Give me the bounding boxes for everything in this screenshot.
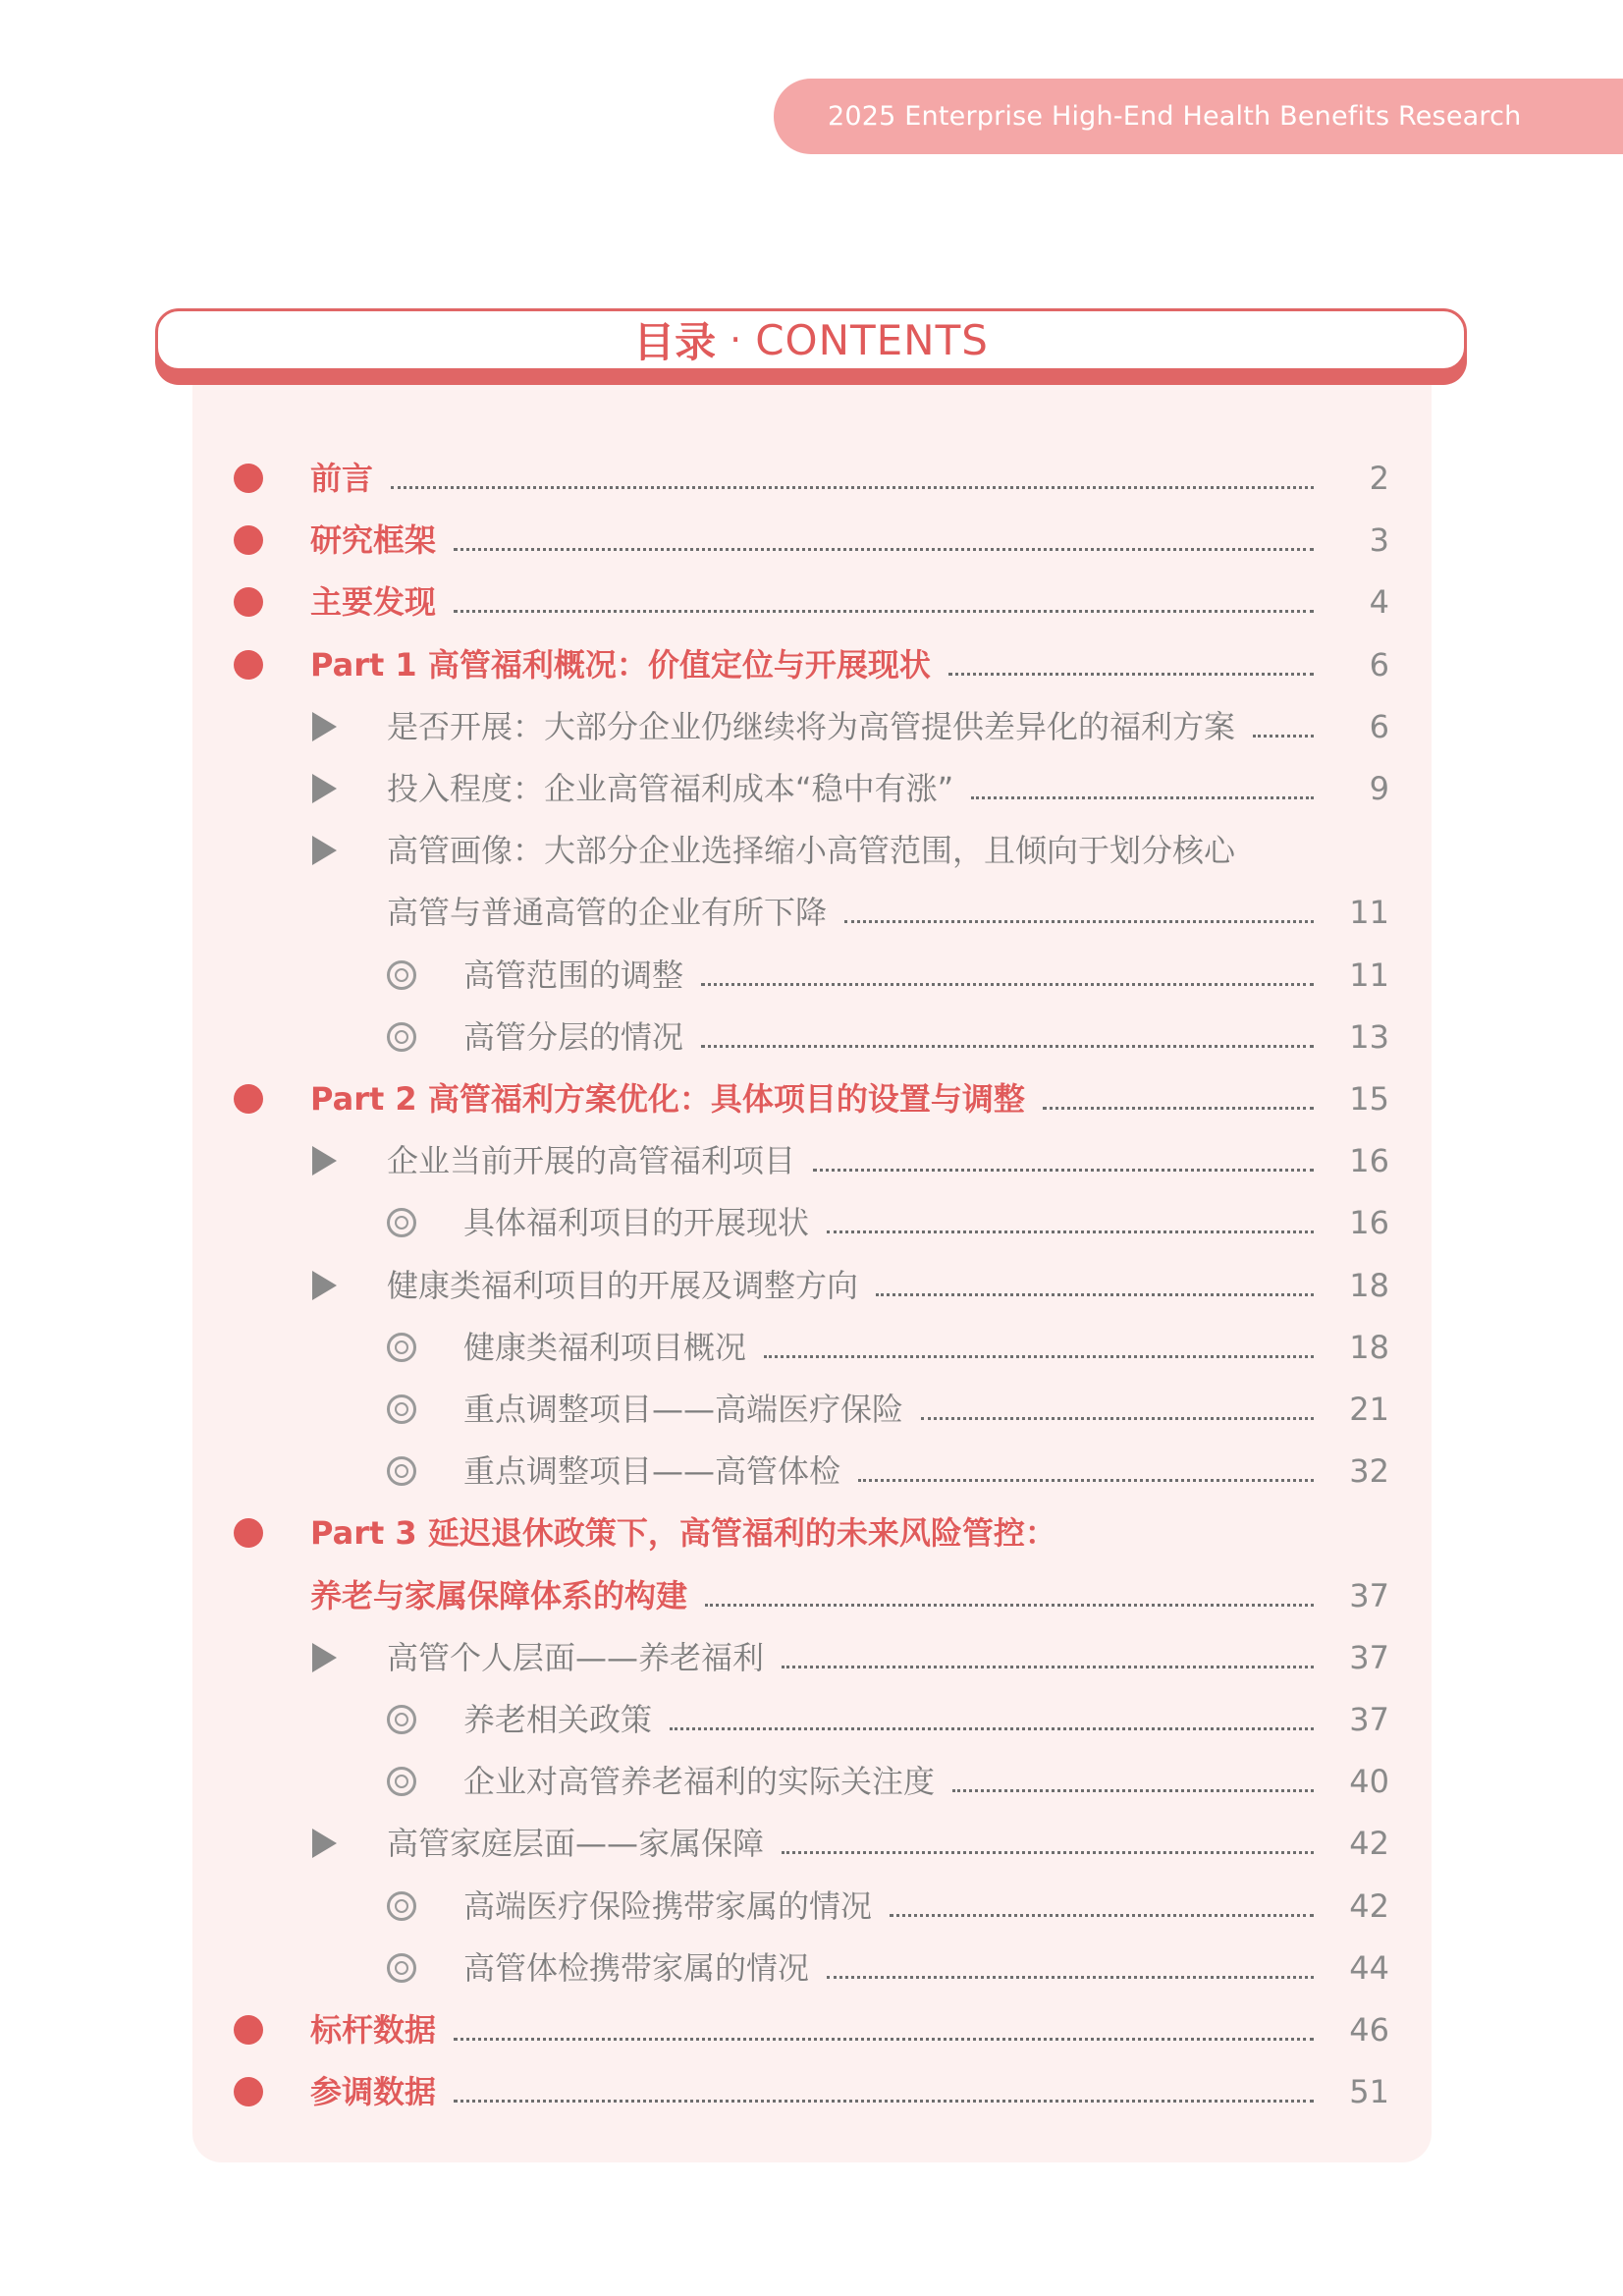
toc-page-number: 9: [1369, 770, 1389, 807]
toc-entry[interactable]: [0, 511, 1623, 570]
toc-entry-title: 企业当前开展的高管福利项目: [387, 1142, 796, 1179]
double-ring-icon: [387, 1877, 416, 1936]
toc-dot-leader: [971, 796, 1314, 799]
toc-entry-title: Part 3 延迟退休政策下，高管福利的未来风险管控：: [310, 1514, 1056, 1552]
toc-page-number: 16: [1349, 1204, 1389, 1241]
toc-dot-leader: [948, 673, 1314, 676]
toc-entry[interactable]: [0, 1752, 1623, 1811]
toc-dot-leader: [952, 1789, 1314, 1792]
toc-dot-leader: [670, 1727, 1314, 1730]
toc-page-number: 32: [1349, 1452, 1389, 1490]
header-banner: [774, 79, 1623, 154]
toc-entry[interactable]: [0, 1318, 1623, 1377]
toc-page-number: 37: [1349, 1639, 1389, 1676]
triangle-bullet-icon: [312, 1628, 337, 1687]
toc-entry[interactable]: [0, 1008, 1623, 1066]
toc-dot-leader: [827, 1976, 1314, 1979]
bullet-dot-icon: [234, 1503, 263, 1562]
toc-entry-title: 高管与普通高管的企业有所下降: [387, 894, 828, 931]
toc-dot-leader: [921, 1417, 1314, 1420]
toc-page-number: 6: [1369, 646, 1389, 683]
toc-entry[interactable]: [0, 1193, 1623, 1252]
bullet-dot-icon: [234, 2062, 263, 2121]
toc-page-number: 37: [1349, 1577, 1389, 1614]
toc-page-number: 3: [1369, 521, 1389, 559]
toc-page-number: 44: [1349, 1949, 1389, 1987]
bullet-dot-icon: [234, 2000, 263, 2059]
triangle-bullet-icon: [312, 1256, 337, 1315]
toc-page-number: 42: [1349, 1887, 1389, 1925]
double-ring-icon: [387, 1318, 416, 1377]
toc-entry[interactable]: [0, 1442, 1623, 1501]
toc-entry[interactable]: [0, 697, 1623, 756]
bullet-dot-icon: [234, 573, 263, 631]
double-ring-icon: [387, 1939, 416, 1997]
toc-entry-title: 重点调整项目——高管体检: [463, 1452, 841, 1490]
triangle-bullet-icon: [312, 1814, 337, 1873]
toc-page-number: 37: [1349, 1701, 1389, 1738]
toc-entry[interactable]: [0, 1690, 1623, 1749]
toc-entry-title: 具体福利项目的开展现状: [463, 1204, 810, 1241]
double-ring-icon: [387, 1380, 416, 1439]
toc-dot-leader: [813, 1169, 1314, 1172]
toc-entry-title: 健康类福利项目概况: [463, 1329, 747, 1366]
toc-dot-leader: [705, 1604, 1314, 1607]
toc-page-number: 18: [1349, 1329, 1389, 1366]
title-en: CONTENTS: [755, 315, 989, 364]
toc-entry-title: 参调数据: [310, 2073, 437, 2110]
toc-entry[interactable]: [0, 883, 1623, 942]
toc-entry-title: 投入程度：企业高管福利成本“稳中有涨”: [387, 770, 954, 807]
triangle-bullet-icon: [312, 821, 337, 880]
bullet-dot-icon: [234, 1069, 263, 1128]
triangle-bullet-icon: [312, 759, 337, 818]
toc-entry-title: 高管个人层面——养老福利: [387, 1639, 765, 1676]
toc-page-number: 46: [1349, 2011, 1389, 2049]
toc-dot-leader: [701, 983, 1314, 986]
triangle-bullet-icon: [312, 1131, 337, 1190]
toc-entry[interactable]: [0, 1814, 1623, 1873]
toc-dot-leader: [1043, 1107, 1314, 1110]
toc-entry[interactable]: [0, 2062, 1623, 2121]
toc-entry-title: Part 1 高管福利概况：价值定位与开展现状: [310, 646, 931, 683]
double-ring-icon: [387, 1752, 416, 1811]
toc-dot-leader: [782, 1851, 1314, 1854]
toc-page-number: 11: [1349, 894, 1389, 931]
toc-entry[interactable]: [0, 1877, 1623, 1936]
toc-dot-leader: [454, 2038, 1314, 2041]
contents-title-box: [155, 308, 1467, 371]
toc-entry-title: 标杆数据: [310, 2011, 437, 2049]
toc-page-number: 4: [1369, 583, 1389, 621]
toc-dot-leader: [827, 1230, 1314, 1233]
title-separator: ·: [730, 318, 742, 361]
bullet-dot-icon: [234, 511, 263, 570]
toc-entry-title: 企业对高管养老福利的实际关注度: [463, 1763, 936, 1800]
toc-entry[interactable]: [0, 1256, 1623, 1315]
toc-page-number: 13: [1349, 1018, 1389, 1056]
toc-entry[interactable]: [0, 635, 1623, 694]
toc-entry[interactable]: [0, 1566, 1623, 1625]
toc-page-number: 11: [1349, 957, 1389, 994]
toc-page-number: 15: [1349, 1080, 1389, 1118]
toc-entry[interactable]: [0, 1069, 1623, 1128]
toc-entry-title: 主要发现: [310, 583, 437, 621]
double-ring-icon: [387, 946, 416, 1005]
toc-entry-title: 重点调整项目——高端医疗保险: [463, 1391, 904, 1428]
toc-entry-title: 养老与家属保障体系的构建: [310, 1577, 688, 1614]
toc-entry-title: 高管家庭层面——家属保障: [387, 1825, 765, 1862]
toc-entry[interactable]: [0, 946, 1623, 1005]
toc-entry-title: 健康类福利项目的开展及调整方向: [387, 1267, 859, 1304]
toc-dot-leader: [764, 1355, 1314, 1358]
double-ring-icon: [387, 1008, 416, 1066]
toc-dot-leader: [454, 610, 1314, 613]
toc-entry[interactable]: [0, 821, 1623, 880]
toc-dot-leader: [844, 920, 1314, 923]
toc-page-number: 16: [1349, 1142, 1389, 1179]
toc-page-number: 18: [1349, 1267, 1389, 1304]
toc-entry[interactable]: [0, 1131, 1623, 1190]
toc-page-number: 2: [1369, 460, 1389, 497]
bullet-dot-icon: [234, 449, 263, 508]
toc-entry-title: 是否开展：大部分企业仍继续将为高管提供差异化的福利方案: [387, 708, 1236, 745]
toc-dot-leader: [890, 1914, 1314, 1917]
toc-entry[interactable]: [0, 1380, 1623, 1439]
double-ring-icon: [387, 1193, 416, 1252]
toc-entry[interactable]: [0, 1628, 1623, 1687]
double-ring-icon: [387, 1442, 416, 1501]
toc-entry-title: Part 2 高管福利方案优化：具体项目的设置与调整: [310, 1080, 1025, 1118]
toc-entry[interactable]: [0, 449, 1623, 508]
toc-dot-leader: [782, 1666, 1314, 1668]
toc-entry[interactable]: [0, 759, 1623, 818]
toc-dot-leader: [454, 548, 1314, 551]
toc-dot-leader: [876, 1293, 1314, 1296]
toc-entry-title: 研究框架: [310, 521, 437, 559]
toc-entry-title: 高管体检携带家属的情况: [463, 1949, 810, 1987]
toc-dot-leader: [454, 2100, 1314, 2103]
toc-dot-leader: [1253, 735, 1314, 738]
title-cn: 目录: [633, 318, 717, 366]
toc-page-number: 40: [1349, 1763, 1389, 1800]
toc-entry-title: 养老相关政策: [463, 1701, 653, 1738]
toc-page-number: 42: [1349, 1825, 1389, 1862]
toc-entry[interactable]: [0, 573, 1623, 631]
toc-dot-leader: [701, 1045, 1314, 1048]
toc-dot-leader: [391, 486, 1314, 489]
toc-entry[interactable]: [0, 2000, 1623, 2059]
toc-entry[interactable]: [0, 1939, 1623, 1997]
toc-page-number: 21: [1349, 1391, 1389, 1428]
toc-entry-title: 高管范围的调整: [463, 957, 684, 994]
toc-entry-title: 高管画像：大部分企业选择缩小高管范围，且倾向于划分核心: [387, 832, 1236, 869]
toc-entry-title: 高端医疗保险携带家属的情况: [463, 1887, 873, 1925]
toc-entry-title: 高管分层的情况: [463, 1018, 684, 1056]
banner-text: 2025 Enterprise High-End Health Benefits Research: [828, 101, 1522, 132]
double-ring-icon: [387, 1690, 416, 1749]
bullet-dot-icon: [234, 635, 263, 694]
triangle-bullet-icon: [312, 697, 337, 756]
toc-dot-leader: [858, 1479, 1314, 1482]
toc-entry[interactable]: [0, 1503, 1623, 1562]
toc-page-number: 51: [1349, 2073, 1389, 2110]
toc-page-number: 6: [1369, 708, 1389, 745]
toc-entry-title: 前言: [310, 460, 374, 497]
